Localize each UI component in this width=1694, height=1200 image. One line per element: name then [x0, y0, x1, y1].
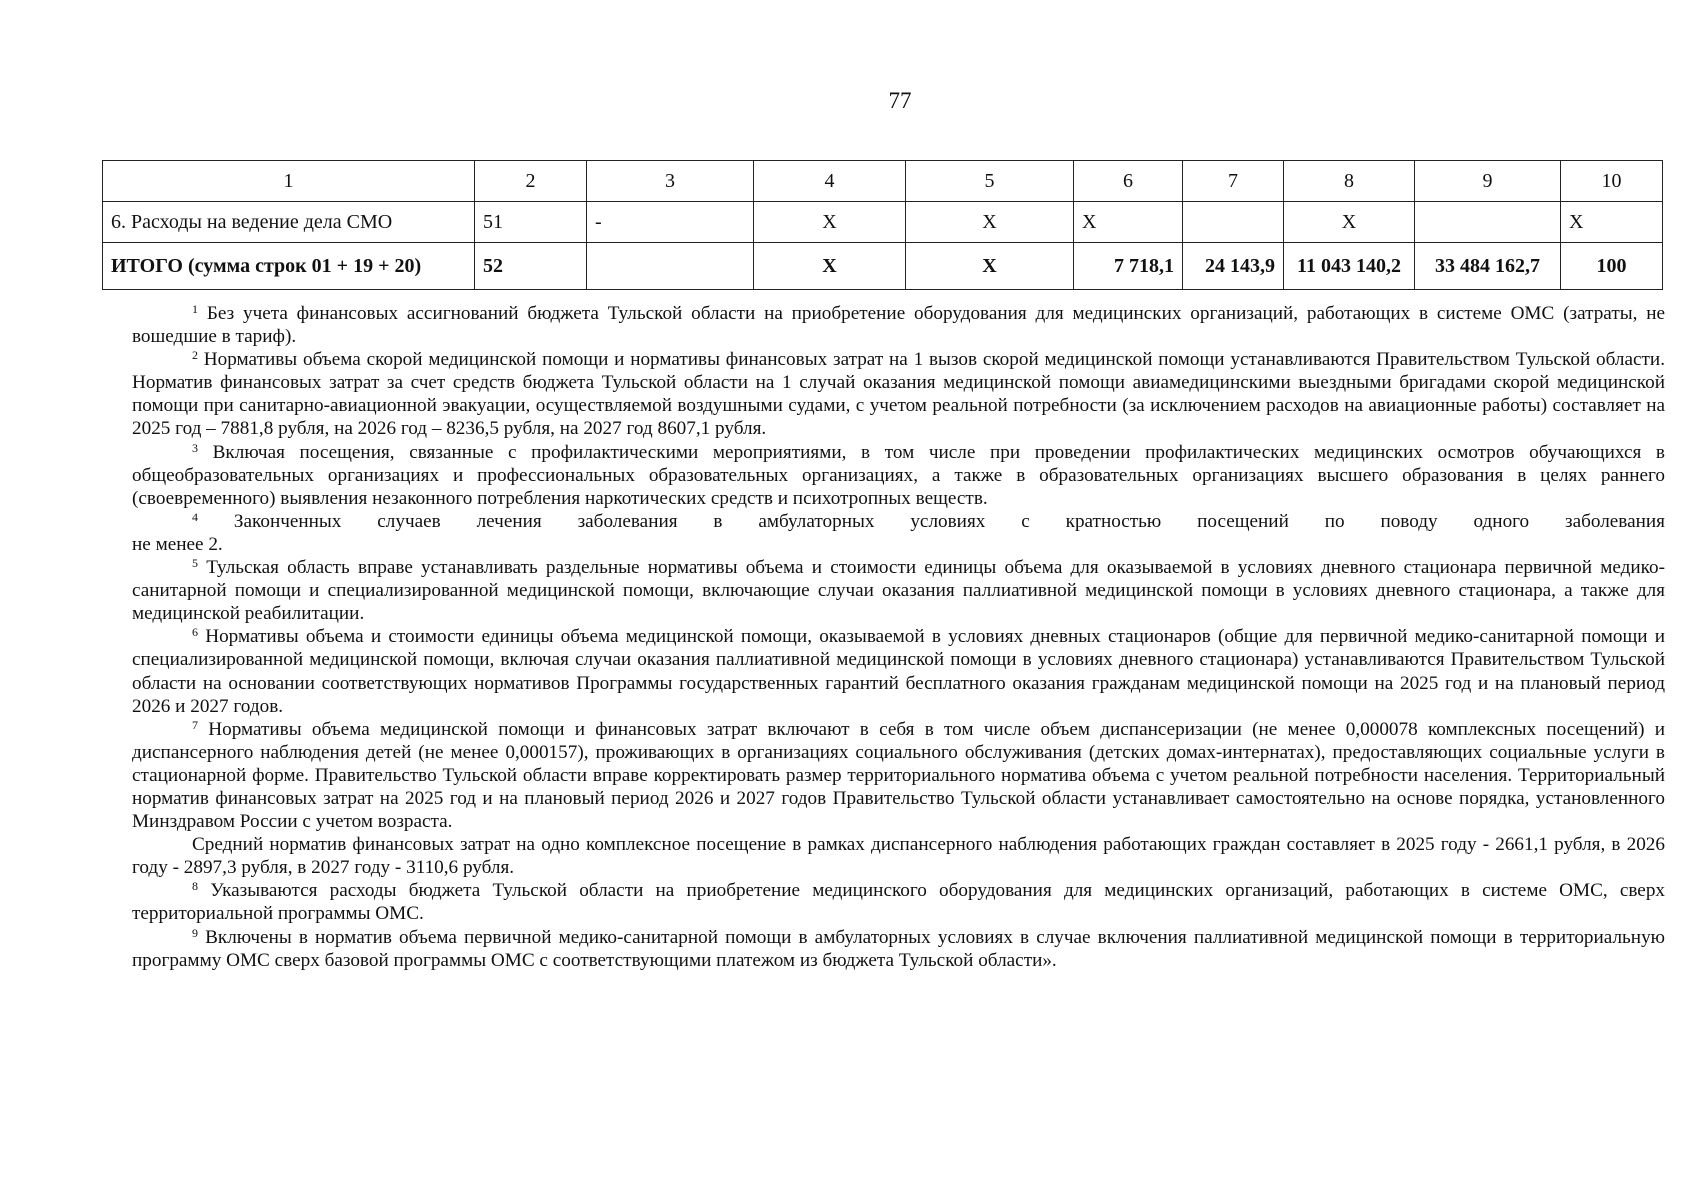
table-cell: 100 [1561, 243, 1663, 290]
footnote-mark: 4 [192, 509, 198, 524]
footnote-mark: 9 [192, 925, 198, 940]
page-number: 77 [888, 88, 912, 113]
table-cell: X [1074, 202, 1183, 243]
footnote-mark: 8 [192, 879, 198, 894]
footnote-text: Включены в норматив объема первичной медико-санитарной помощи в амбулаторных условиях в случае включения паллиативной медицинской помощи в территориальную программу ОМС сверх базовой программы ОМС с соответствующими платежом из бюджета Тульской области». [132, 926, 1665, 971]
header-cell: 5 [906, 161, 1074, 202]
footnote [132, 302, 1665, 348]
header-cell: 4 [754, 161, 906, 202]
footnote-text: Нормативы объема скорой медицинской помощи и нормативы финансовых затрат на 1 вызов скорой медицинской помощи устанавливаются Правительством Тульской области. Норматив финансовых затрат за счет средств бюджета Тульской области на 1 случай оказания медицинской помощи авиамедицинскими выездными бригадами скорой медицинской помощи при санитарно-авиационной эвакуации, осуществляемой воздушными судами, с учетом реальной потребности (за исключением расходов на авиационные работы) составляет на 2025 год – 7881,8 рубля, на 2026 год – 8236,5 рубля, на 2027 год 8607,1 рубля. [132, 349, 1665, 440]
table-cell [1183, 202, 1284, 243]
row-label: ИТОГО (сумма строк 01 + 19 + 20) [103, 243, 475, 290]
footnote-mark: 3 [192, 440, 198, 455]
footnote-text: Нормативы объема медицинской помощи и финансовых затрат включают в себя в том числе объем диспансеризации (не менее 0,000078 комплексных посещений) и диспансерного наблюдения детей (не менее 0,000157), проживающих в организациях социального обслуживания (детских домах-интернатах), предоставляющих социальные услуги в стационарной форме. Правительство Тульской области вправе корректировать размер территориального норматива объема с учетом реальной потребности населения. Территориальный норматив финансовых затрат на 2025 год и на плановый период 2026 и 2027 годов Правительство Тульской области устанавливает самостоятельно на основе порядка, установленного Минздравом России с учетом возраста. [132, 718, 1666, 833]
table-cell: 51 [475, 202, 587, 243]
table-cell: 52 [475, 243, 587, 290]
table-cell: X [1284, 202, 1415, 243]
footnote [132, 510, 1665, 533]
footnote-text: Без учета финансовых ассигнований бюджета Тульской области на приобретение оборудования для медицинских организаций, работающих в системе ОМС (затраты, не вошедшие в тариф). [132, 303, 1665, 348]
table-cell: X [906, 243, 1074, 290]
header-cell: 2 [475, 161, 587, 202]
header-cell: 9 [1415, 161, 1561, 202]
header-cell: 10 [1561, 161, 1663, 202]
table-cell: X [754, 202, 906, 243]
footnote [132, 718, 1665, 833]
footnote-mark: 1 [192, 302, 198, 316]
footnote-text: Тульская область вправе устанавливать раздельные нормативы объема и стоимости единицы объема для оказываемой в условиях дневного стационара первичной медико-санитарной помощи и специализированной медицинской помощи, включающие случаи оказания паллиативной медицинской помощи в условиях дневного стационара, а также для медицинской реабилитации. [132, 557, 1666, 625]
data-table [102, 160, 1663, 290]
footnote-mark: 7 [192, 717, 198, 732]
footnote-mark: 2 [192, 348, 198, 363]
footnote-text: Средний норматив финансовых затрат на одно комплексное посещение в рамках диспансерного наблюдения работающих граждан составляет в 2025 году - 2661,1 рубля, в 2026 году - 2897,3 рубля, в 2027 году - 3110,6 рубля. [132, 834, 1665, 879]
footnote [132, 625, 1665, 717]
header-cell: 1 [103, 161, 475, 202]
table-cell: X [754, 243, 906, 290]
header-cell: 8 [1284, 161, 1415, 202]
footnote-text: Законченных случаев лечения заболевания в амбулаторных условиях с кратностью посещений по поводу одного заболевания [233, 510, 1665, 532]
table-cell: 11 043 140,2 [1284, 243, 1415, 290]
table-header-row [103, 161, 1663, 202]
table-cell: 24 143,9 [1183, 243, 1284, 290]
footnote [132, 926, 1665, 972]
table-cell: 33 484 162,7 [1415, 243, 1561, 290]
table-cell: X [906, 202, 1074, 243]
footnote-text: Указываются расходы бюджета Тульской области на приобретение медицинского оборудования для медицинских организаций, работающих в системе ОМС, сверх территориальной программы ОМС. [132, 880, 1666, 925]
table-cell [1415, 202, 1561, 243]
footnote-text: Включая посещения, связанные с профилактическими мероприятиями, в том числе при проведении профилактических медицинских осмотров обучающихся в общеобразовательных организациях и профессиональных образовательных организациях, а также в образовательных организациях высшего образования в целях раннего (своевременного) выявления незаконного потребления наркотических средств и психотропных веществ. [132, 441, 1665, 509]
header-cell: 3 [587, 161, 754, 202]
table-row [103, 202, 1663, 243]
footnote-mark: 6 [192, 625, 198, 640]
footnote-continuation: не менее 2. [132, 533, 223, 555]
footnote-text: Нормативы объема и стоимости единицы объема медицинской помощи, оказываемой в условиях дневных стационаров (общие для первичной медико-санитарной помощи и специализированной медицинской помощи, включая случаи оказания паллиативной медицинской помощи в условиях дневного стационара) устанавливаются Правительством Тульской области на основании соответствующих нормативов Программы государственных гарантий бесплатного оказания гражданам медицинской помощи на 2025 год и на плановый период 2026 и 2027 годов. [132, 626, 1665, 717]
footnote [132, 879, 1665, 925]
header-cell: 6 [1074, 161, 1183, 202]
table-row-total [103, 243, 1663, 290]
table-cell: X [1561, 202, 1663, 243]
footnote-paragraph [132, 833, 1665, 879]
row-label: 6. Расходы на ведение дела СМО [103, 202, 475, 243]
footnote [132, 556, 1665, 625]
footnote-mark: 5 [192, 556, 198, 571]
table-cell: 7 718,1 [1074, 243, 1183, 290]
table-cell: - [587, 202, 754, 243]
header-cell: 7 [1183, 161, 1284, 202]
footnotes [132, 302, 1665, 972]
table-cell [587, 243, 754, 290]
footnote [132, 441, 1665, 510]
footnote [132, 348, 1665, 440]
